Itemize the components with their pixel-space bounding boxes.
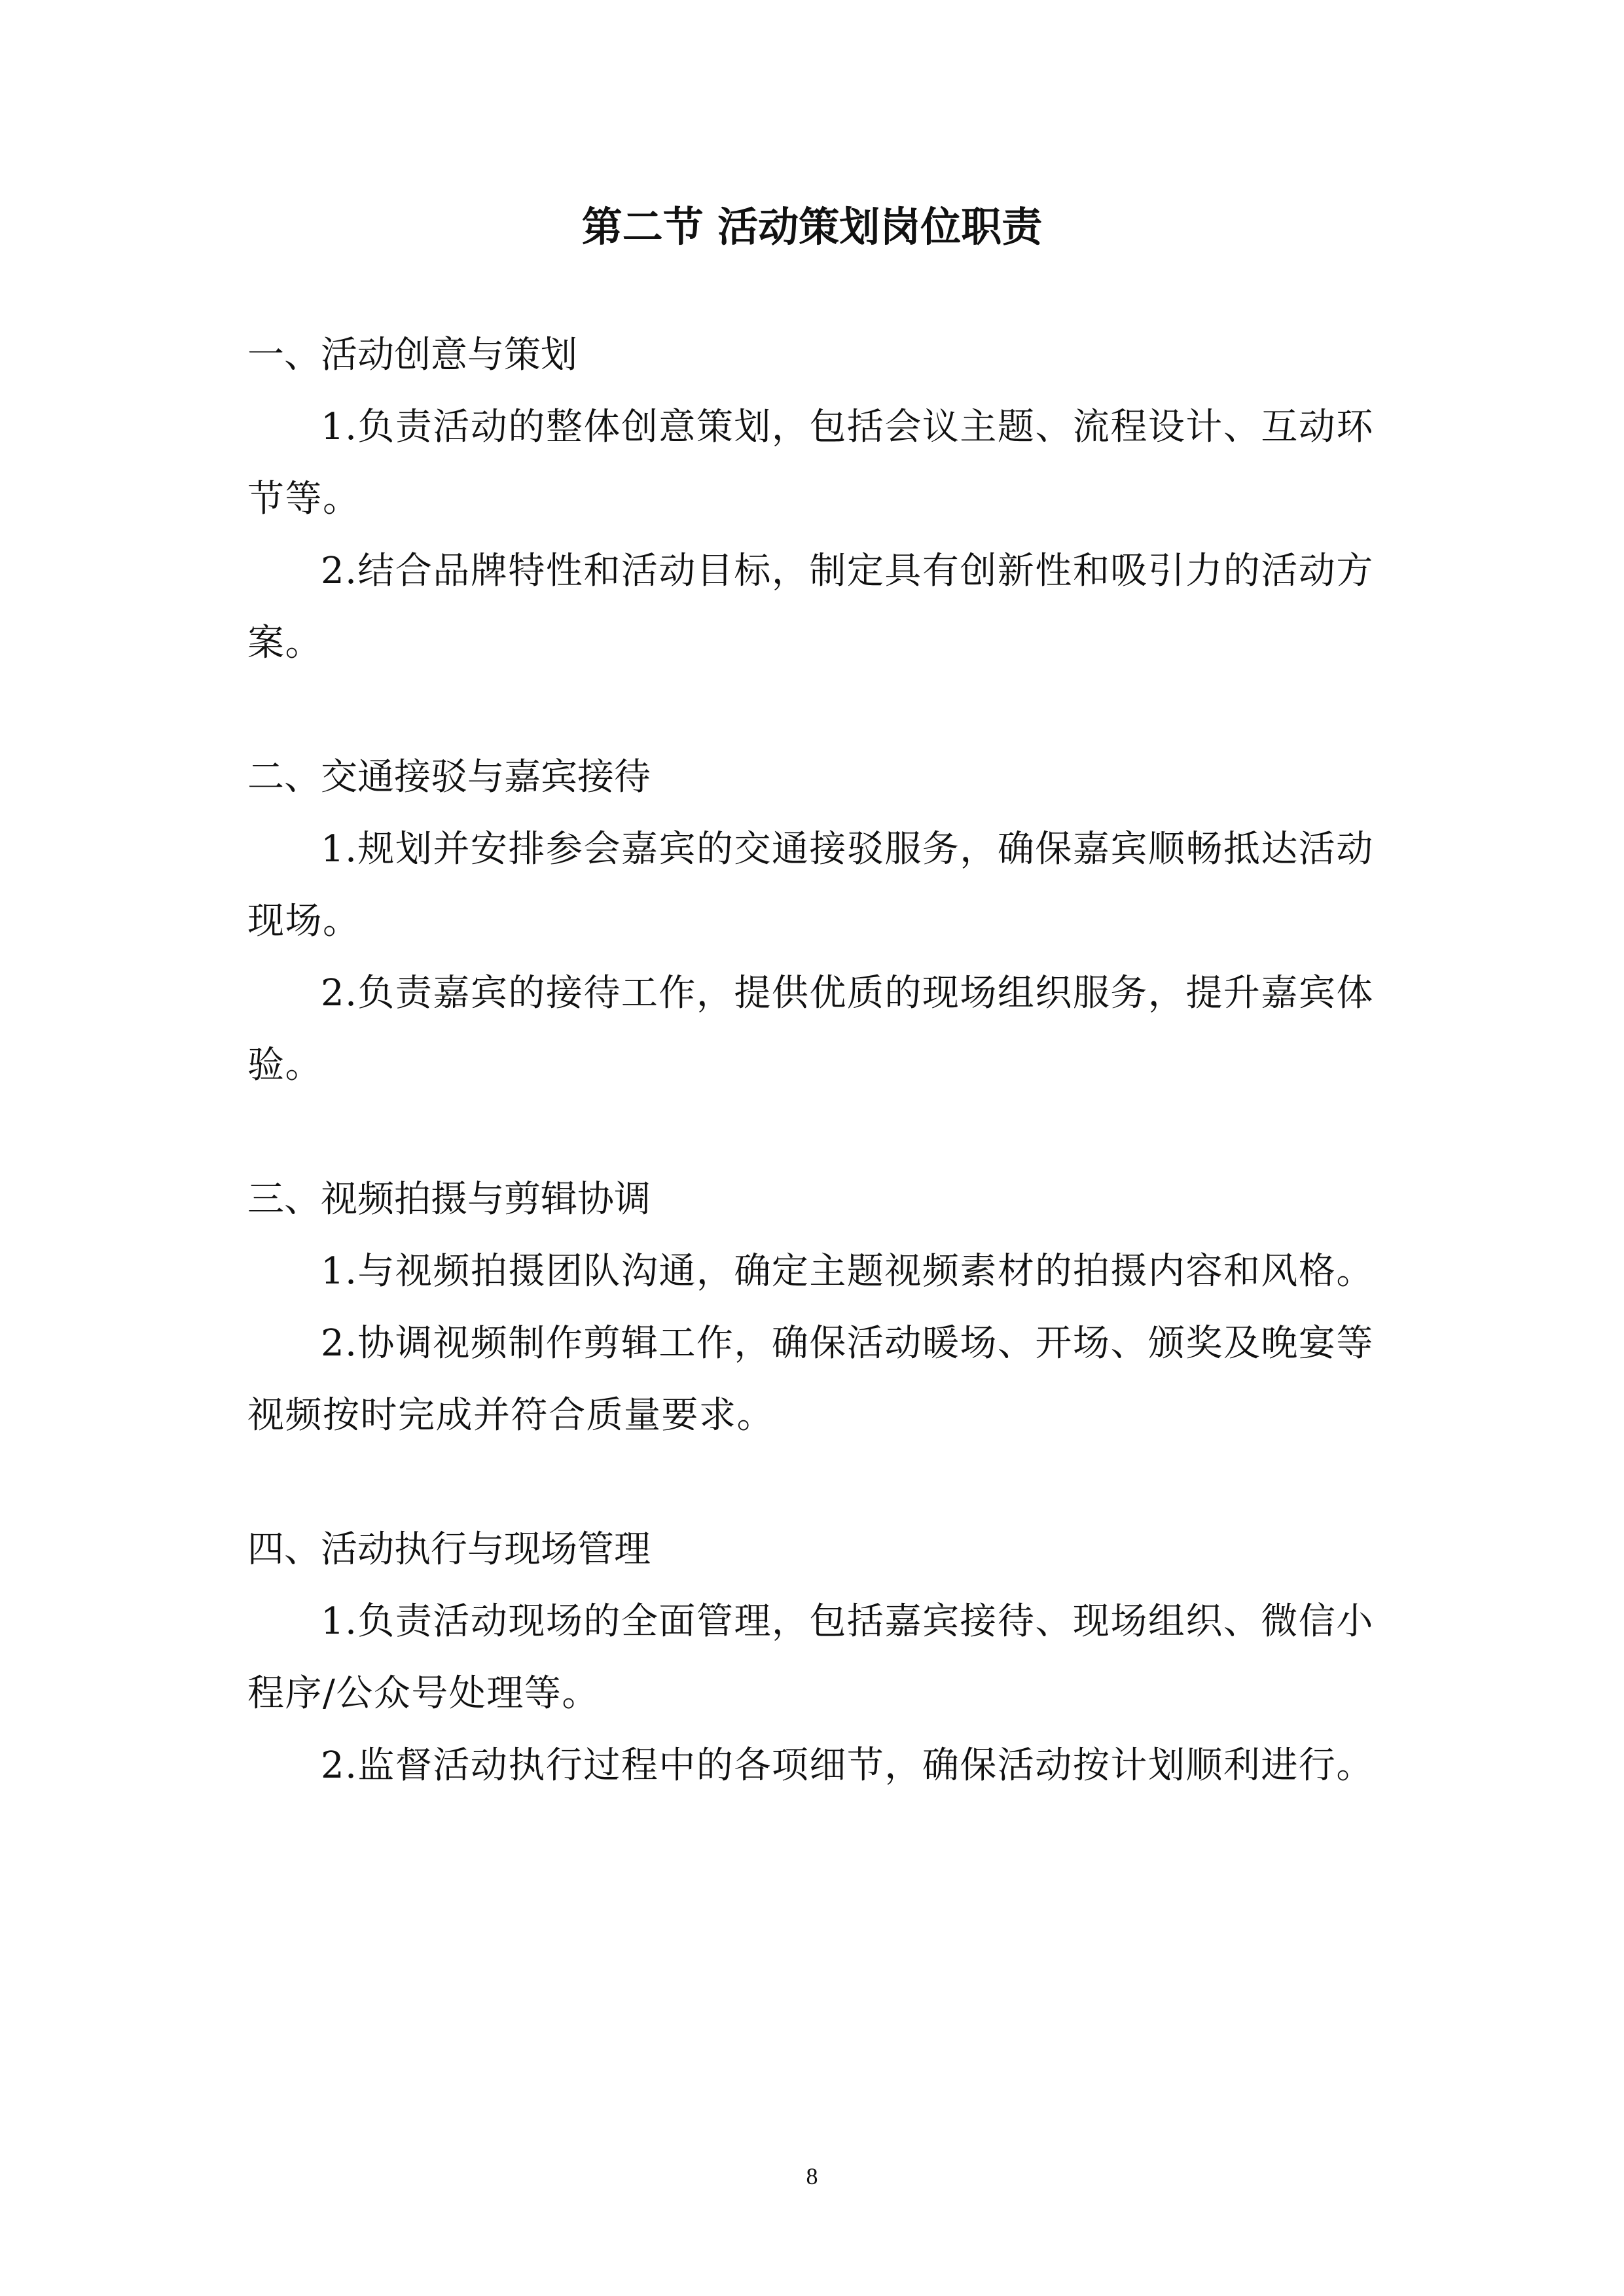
- paragraph: 1.与视频拍摄团队沟通，确定主题视频素材的拍摄内容和风格。: [321, 1250, 1374, 1293]
- section-heading: 二、交通接驳与嘉宾接待: [247, 756, 651, 798]
- paragraph: 2.监督活动执行过程中的各项细节，确保活动按计划顺利进行。: [321, 1744, 1374, 1787]
- section-execution-management: [247, 1514, 1386, 1802]
- paragraph: 1.规划并安排参会嘉宾的交通接驳服务，确保嘉宾顺畅抵达活动现场。: [247, 828, 1374, 942]
- paragraph: 2.协调视频制作剪辑工作，确保活动暖场、开场、颁奖及晚宴等视频按时完成并符合质量要求。: [247, 1322, 1374, 1437]
- document-body: [247, 319, 1386, 1864]
- section-transport-reception: [247, 742, 1386, 1102]
- page-title: 第二节 活动策划岗位职责: [581, 203, 1043, 251]
- section-heading: 一、活动创意与策划: [247, 334, 577, 376]
- section-heading: 四、活动执行与现场管理: [247, 1528, 651, 1571]
- paragraph: 2.负责嘉宾的接待工作，提供优质的现场组织服务，提升嘉宾体验。: [247, 972, 1374, 1086]
- section-video-coordination: [247, 1164, 1386, 1452]
- section-activity-planning: [247, 319, 1386, 679]
- page-number: 8: [806, 2163, 818, 2189]
- section-heading: 三、视频拍摄与剪辑协调: [247, 1178, 651, 1221]
- paragraph: 2.结合品牌特性和活动目标，制定具有创新性和吸引力的活动方案。: [247, 550, 1374, 664]
- paragraph: 1.负责活动现场的全面管理，包括嘉宾接待、现场组织、微信小程序/公众号处理等。: [247, 1600, 1374, 1715]
- paragraph: 1.负责活动的整体创意策划，包括会议主题、流程设计、互动环节等。: [247, 406, 1374, 520]
